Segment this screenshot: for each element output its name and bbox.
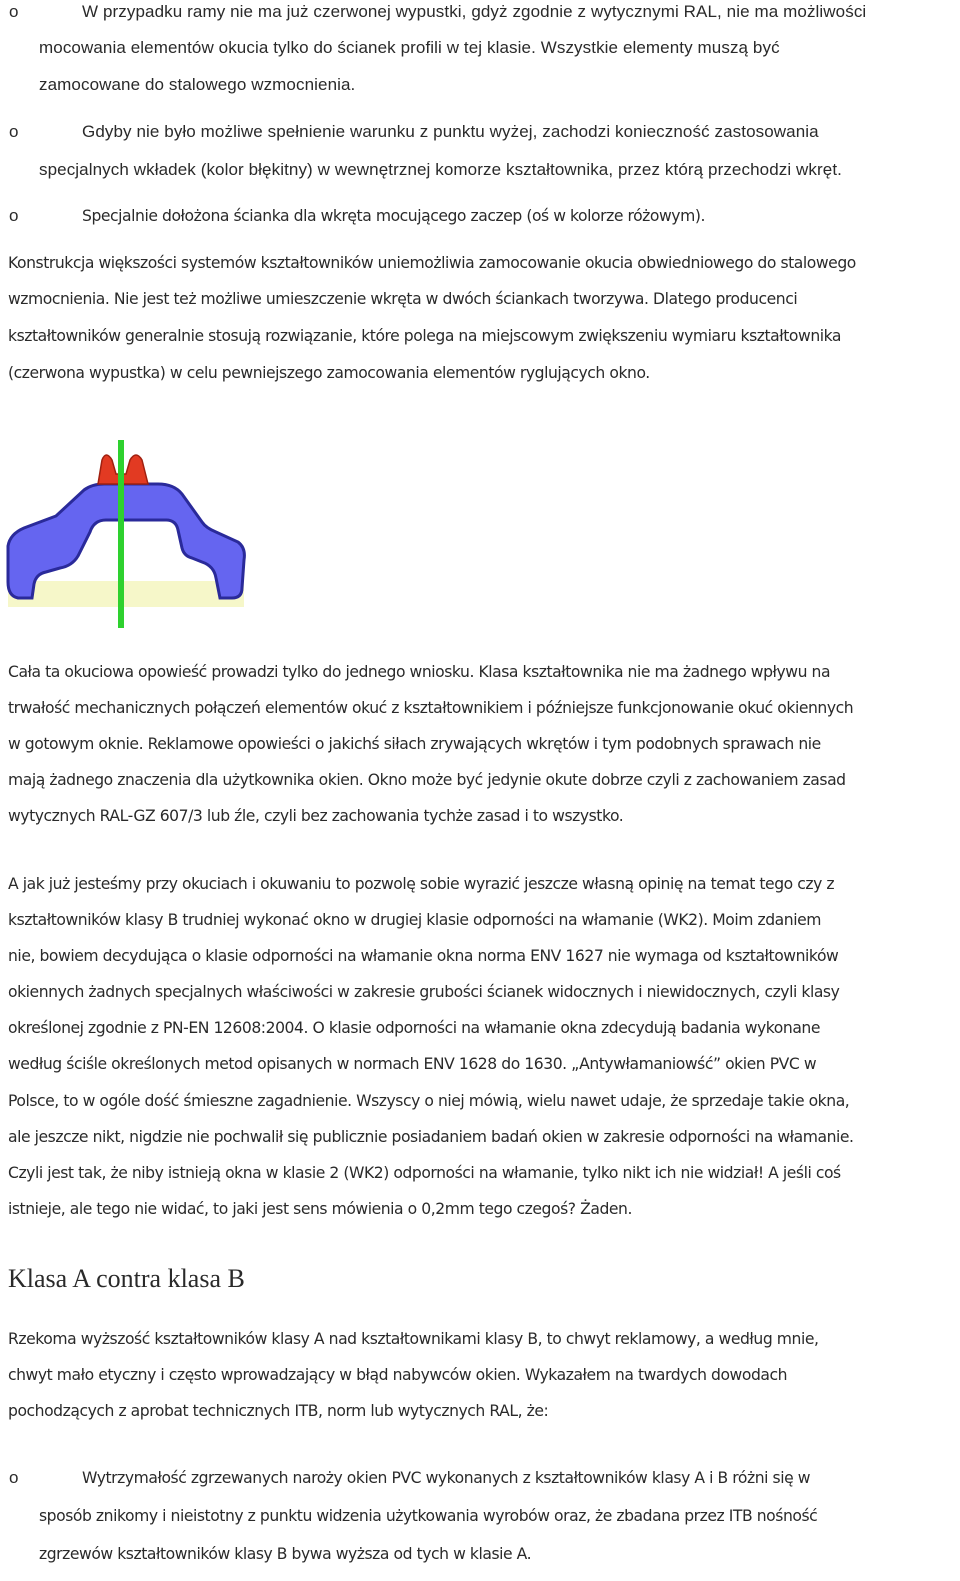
bullet-marker: o [9, 206, 19, 225]
list-item-text: W przypadku ramy nie ma już czerwonej wypustki, gdyż zgodnie z wytycznymi RAL, nie ma możliwości [82, 2, 867, 21]
list-item-text: sposób znikomy i nieistotny z punktu widzenia użytkowania wyrobów oraz, że zbadana przez ITB nośność [39, 1507, 818, 1525]
paragraph-line: w gotowym oknie. Reklamowe opowieści o jakichś siłach zrywających wkrętów i tym podobnych sprawach nie [8, 735, 821, 753]
section-heading: Klasa A contra klasa B [8, 1264, 245, 1293]
list-item-text: zamocowane do stalowego wzmocnienia. [39, 75, 356, 94]
paragraph-line: według ściśle określonych metod opisanych w normach ENV 1628 do 1630. „Antywłamaniowść” okien PVC w [8, 1055, 817, 1073]
profile-cross-section-figure [6, 438, 278, 628]
list-item-text: specjalnych wkładek (kolor błękitny) w wewnętrznej komorze kształtownika, przez którą przechodzi wkręt. [39, 160, 842, 179]
paragraph-line: (czerwona wypustka) w celu pewniejszego zamocowania elementów ryglujących okno. [8, 364, 650, 382]
bullet-marker: o [9, 2, 19, 21]
insert-area [8, 581, 244, 607]
list-item-text: zgrzewów kształtowników klasy B bywa wyższa od tych w klasie A. [39, 1545, 532, 1563]
paragraph-line: Czyli jest tak, że niby istnieją okna w klasie 2 (WK2) odporności na włamanie, tylko nikt ich nie widział! A jeśli coś [8, 1164, 841, 1182]
paragraph-line: ale jeszcze nikt, nigdzie nie pochwalił się publicznie posiadaniem badań okien w zakresie odporności na włamanie. [8, 1128, 854, 1146]
paragraph-line: kształtowników generalnie stosują rozwiązanie, które polega na miejscowym zwiększeniu wymiaru kształtownika [8, 327, 842, 345]
list-item-text: Wytrzymałość zgrzewanych naroży okien PVC wykonanych z kształtowników klasy A i B różni się w [82, 1469, 811, 1487]
list-item-text: Gdyby nie było możliwe spełnienie warunku z punktu wyżej, zachodzi konieczność zastosowania [82, 122, 819, 141]
paragraph-line: trwałość mechanicznych połączeń elementów okuć z kształtownikiem i późniejsze funkcjonowanie okuć okiennych [8, 699, 854, 717]
paragraph-line: okiennych żadnych specjalnych właściwości w zakresie grubości ścianek widocznych i niewidocznych, czyli klasy [8, 983, 840, 1001]
paragraph-line: kształtowników klasy B trudniej wykonać okno w drugiej klasie odporności na włamanie (WK2). Moim zdaniem [8, 911, 821, 929]
profile-shape [8, 484, 244, 598]
paragraph-line: mają żadnego znaczenia dla użytkownika okien. Okno może być jedynie okute dobrze czyli z zachowaniem zasad [8, 771, 846, 789]
paragraph-line: nie, bowiem decydująca o klasie odporności na włamanie okna norma ENV 1627 nie wymaga od kształtowników [8, 947, 839, 965]
paragraph-line: Konstrukcja większości systemów kształtowników uniemożliwia zamocowanie okucia obwiedniowego do stalowego [8, 254, 856, 272]
screw-axis-line [118, 440, 124, 628]
list-item-text: mocowania elementów okucia tylko do ścianek profili w tej klasie. Wszystkie elementy muszą być [39, 38, 780, 57]
paragraph-line: określonej zgodnie z PN-EN 12608:2004. O klasie odporności na włamanie okna zdecydują badania wykonane [8, 1019, 821, 1037]
paragraph-line: wzmocnienia. Nie jest też możliwe umieszczenie wkręta w dwóch ściankach tworzywa. Dlatego producenci [8, 290, 798, 308]
bullet-marker: o [9, 1468, 19, 1487]
paragraph-line: istnieje, ale tego nie widać, to jaki jest sens mówienia o 0,2mm tego czegoś? Żaden. [8, 1200, 632, 1218]
paragraph-line: Cała ta okuciowa opowieść prowadzi tylko do jednego wniosku. Klasa kształtownika nie ma żadnego wpływu na [8, 663, 831, 681]
paragraph-line: A jak już jesteśmy przy okuciach i okuwaniu to pozwolę sobie wyrazić jeszcze własną opinię na temat tego czy z [8, 875, 835, 893]
paragraph-line: pochodzących z aprobat technicznych ITB, norm lub wytycznych RAL, że: [8, 1402, 549, 1420]
bullet-marker: o [9, 122, 19, 141]
paragraph-line: wytycznych RAL-GZ 607/3 lub źle, czyli bez zachowania tychże zasad i to wszystko. [8, 807, 624, 825]
paragraph-line: Polsce, to w ogóle dość śmieszne zagadnienie. Wszyscy o niej mówią, wielu nawet udaje, że sprzedaje takie okna, [8, 1092, 850, 1110]
list-item-text: Specjalnie dołożona ścianka dla wkręta mocującego zaczep (oś w kolorze różowym). [82, 207, 705, 225]
paragraph-line: Rzekoma wyższość kształtowników klasy A nad kształtownikami klasy B, to chwyt reklamowy, a według mnie, [8, 1330, 819, 1348]
paragraph-line: chwyt mało etyczny i często wprowadzający w błąd nabywców okien. Wykazałem na twardych dowodach [8, 1366, 788, 1384]
